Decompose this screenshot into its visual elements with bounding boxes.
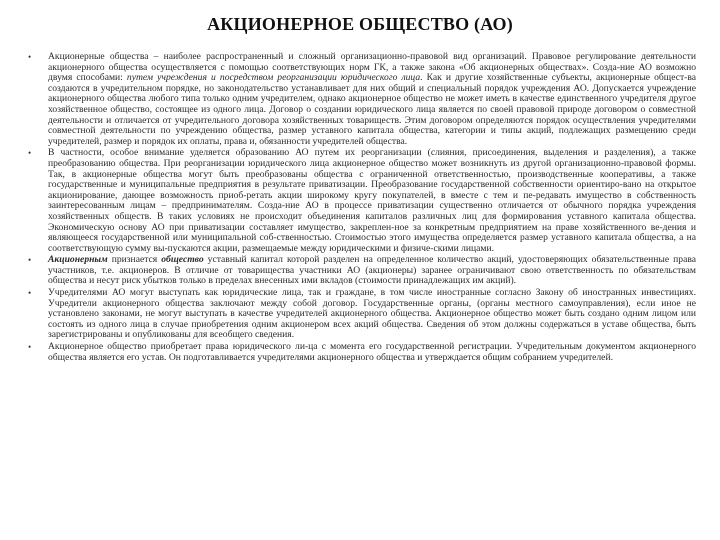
text-run: В частности, особое внимание уделяется образованию АО путем их реорганизации (слияния, присоединения, выделения и разделения), а также преобразованию общества. При реорганизации юридического лица акционерное общество может возникнуть из другой организационно-правовой формы. Так, в акционерные общества могут быть преобразованы общества с ограниченной ответственностью, производственные кооперативы, а также государственные и муниципальные предприятия в результате приватизации. Преобразование государственной собственности ориентиро-вано на открытое акционирование, дающее возможность приоб-ретать акции широкому кругу покупателей, в вместе с тем и пе-редавать имущество в собственность заинтересованным лицам – предпринимателям. Созда-ние АО в процессе приватизации существенно отличается от обычного порядка учреждения хозяйственных обществ. В таких условиях не происходит объединения капиталов различных лиц для формирования уставного капитала общества. Экономическую основу АО при приватизации составляет имущество, закреплен-ное за конкретным предприятием на праве хозяйственного ве-дения и являющееся государственной или муниципальной соб-ственностью. Стоимостью этого имущества определяется размер уставного капитала общества, а на соответствующую сумму вы-пускаются акции, размещаемые между юридическими и физиче-скими лицами.: [48, 147, 696, 254]
bullet-marker: •: [28, 342, 32, 353]
bullet-item: [28, 342, 696, 363]
emphasized-text: общество: [161, 254, 204, 266]
bullet-item: [28, 255, 696, 287]
bullet-item: [28, 148, 696, 254]
emphasized-text: Акционерным: [48, 254, 108, 266]
text-run: Акционерные общества – наиболее распространенный и сложный организационно-правовой вид организаций. Правовое регулирование деятельности акционерного общества осуществляется с помощью соответствующих норм ГК, а также закона «Об акционерных обществах». Созда-ние АО возможно двумя способами:: [48, 51, 696, 84]
bullet-item: [28, 288, 696, 341]
bullet-list: [28, 52, 696, 363]
bullet-item: [28, 52, 696, 147]
bullet-marker: •: [28, 255, 32, 266]
text-run: . Как и другие хозяйственные субъекты, акционерные общест-ва создаются в учредительном порядке, но законодательство устанавливает для них общий и специальный порядок учреждения АО. Допускается учреждение акционерного общества любого типа только одним учредителем, однако акционерное общество не может иметь в качестве единственного учредителя другое хозяйственное общество, состоящее из одного лица. Договор о создании юридического лица является по своей правовой природе договором о совместной деятельности и отличается от учредительного договора хозяйственных товариществ. Этим договором определяются порядок осуществления учредителями совместной деятельности по учреждению общества, размер уставного капитала общества, категории и типы акций, подлежащих размещению среди учредителей, размер и порядок их оплаты, права и, обязанности учредителей общества.: [48, 72, 697, 147]
paragraph-text: [48, 342, 696, 363]
paragraph-text: [48, 52, 696, 147]
paragraph-text: [48, 288, 696, 341]
text-run: Учредителями АО могут выступать как юридические лица, так и граждане, в том числе иностранные согласно Закону об иностранных инвестициях. Учредители акционерного общества заключают между собой договор. Государственные органы, (органы местного самоуправления), если иное не установлено законами, не могут выступать в качестве учредителей акционерного общества. Акционерное общество может быть создано одним лицом или состоять из одного лица в случае приобретения одним акционером всех акций общества. Сведения об этом должны содержаться в уставе общества, быть зарегистрированы и опубликованы для всеобщего сведения.: [48, 287, 696, 341]
text-run: признается: [107, 254, 162, 266]
emphasized-text: путем учреждения и посредством реорганизации юридического лица: [126, 72, 421, 84]
text-run: уставный капитал которой разделен на определенное количество акций, удостоверяющих обязательственные права участников, т.е. акционеров. В отличие от товарищества участники АО (акционеры) заранее ограничивают свою ответственность по обязательствам общества и несут риск убытков только в пределах внесенных ими вкладов (стоимости принадлежащих им акций).: [48, 254, 696, 287]
paragraph-text: [48, 148, 696, 254]
bullet-marker: •: [28, 148, 32, 159]
slide-title: АКЦИОНЕРНОЕ ОБЩЕСТВО (АО): [207, 14, 513, 34]
bullet-marker: •: [28, 288, 32, 299]
text-run: Акционерное общество приобретает права юридического ли-ца с момента его государственной регистрации. Учредительным документом акционерного общества является его устав. Он подготавливается учредителями акционерного общества и утверждается общим собранием учредителей.: [48, 341, 696, 363]
bullet-marker: •: [28, 52, 32, 62]
paragraph-text: [48, 255, 696, 287]
